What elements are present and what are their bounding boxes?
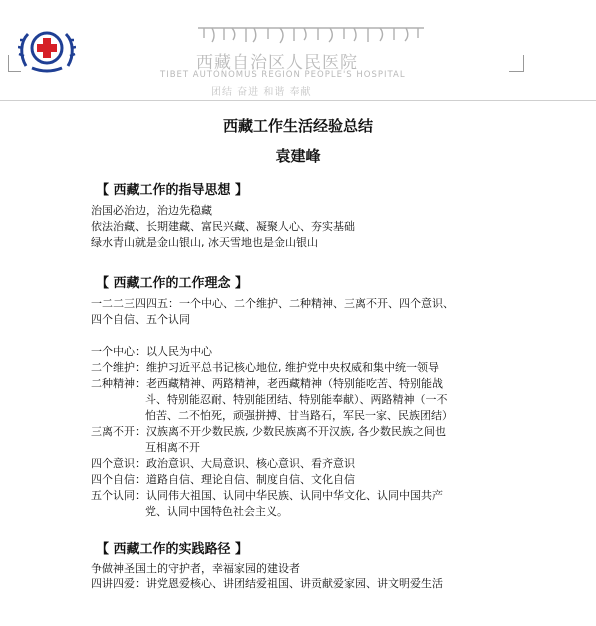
concept-label: 四个自信： <box>91 473 146 486</box>
text-line: 争做神圣国土的守护者，幸福家园的建设者 <box>91 562 300 575</box>
concept-label: 二种精神： <box>91 377 146 390</box>
corner-mark-right <box>509 55 524 72</box>
section-heading-practice: 【 西藏工作的实践路径 】 <box>96 542 249 557</box>
concept-label: 三离不开： <box>91 425 146 438</box>
concept-text: 维护习近平总书记核心地位, 维护党中央权威和集中统一领导 <box>146 361 439 374</box>
text-line: 四个自信、五个认同 <box>91 313 190 326</box>
concept-text-cont: 互相离不开 <box>145 441 200 454</box>
concept-text: 老西藏精神、两路精神，老西藏精神（特别能吃苦、特别能战 <box>146 377 443 390</box>
concept-label: 二个维护： <box>91 361 146 374</box>
text-line: 绿水青山就是金山银山, 冰天雪地也是金山银山 <box>91 236 318 249</box>
concept-label: 一个中心： <box>91 345 146 358</box>
concept-text: 以人民为中心 <box>146 345 212 358</box>
text-line: 依法治藏、长期建藏、富民兴藏、凝聚人心、夯实基础 <box>91 220 355 233</box>
concept-item <box>91 361 439 375</box>
concept-item <box>91 457 355 471</box>
hospital-name-cn: 西藏自治区人民医院 <box>196 53 358 73</box>
text-line: 治国必治边，治边先稳藏 <box>91 204 212 217</box>
concept-text: 汉族离不开少数民族, 少数民族离不开汉族, 各少数民族之间也 <box>146 425 446 438</box>
tibetan-script-graphic <box>196 24 426 46</box>
text-line: 四讲四爱：讲党恩爱核心、讲团结爱祖国、讲贡献爱家园、讲文明爱生活 <box>91 577 443 590</box>
concept-item <box>91 425 446 439</box>
concept-text: 政治意识、大局意识、核心意识、看齐意识 <box>146 457 355 470</box>
concept-item <box>91 377 443 391</box>
concept-text: 认同伟大祖国、认同中华民族、认同中华文化、认同中国共产 <box>146 489 443 502</box>
hospital-logo-icon <box>18 26 76 74</box>
letterhead <box>0 0 596 101</box>
concept-text-cont: 斗、特别能忍耐、特别能团结、特别能奉献）、两路精神（一不 <box>145 393 448 406</box>
concept-text-cont: 怕苦、二不怕死，顽强拼搏、甘当路石，军民一家、民族团结） <box>145 409 453 422</box>
corner-mark-left <box>8 55 21 72</box>
concept-item <box>91 345 212 359</box>
section-heading-concept: 【 西藏工作的工作理念 】 <box>96 276 249 291</box>
section-heading-guiding: 【 西藏工作的指导思想 】 <box>96 183 249 198</box>
document-title: 西藏工作生活经验总结 <box>222 117 373 135</box>
concept-label: 五个认同： <box>91 489 146 502</box>
document-author: 袁建峰 <box>275 147 321 165</box>
hospital-motto: 团结 奋进 和谐 奉献 <box>211 87 312 98</box>
text-line: 一二二三四四五：一个中心、二个维护、二种精神、三离不开、四个意识、 <box>91 297 454 310</box>
concept-item <box>91 489 443 503</box>
concept-label: 四个意识： <box>91 457 146 470</box>
hospital-name-en: TIBET AUTONOMUS REGION PEOPLE'S HOSPITAL <box>160 70 406 80</box>
concept-text-cont: 党、认同中国特色社会主义。 <box>145 505 288 518</box>
concept-item <box>91 473 355 487</box>
concept-text: 道路自信、理论自信、制度自信、文化自信 <box>146 473 355 486</box>
